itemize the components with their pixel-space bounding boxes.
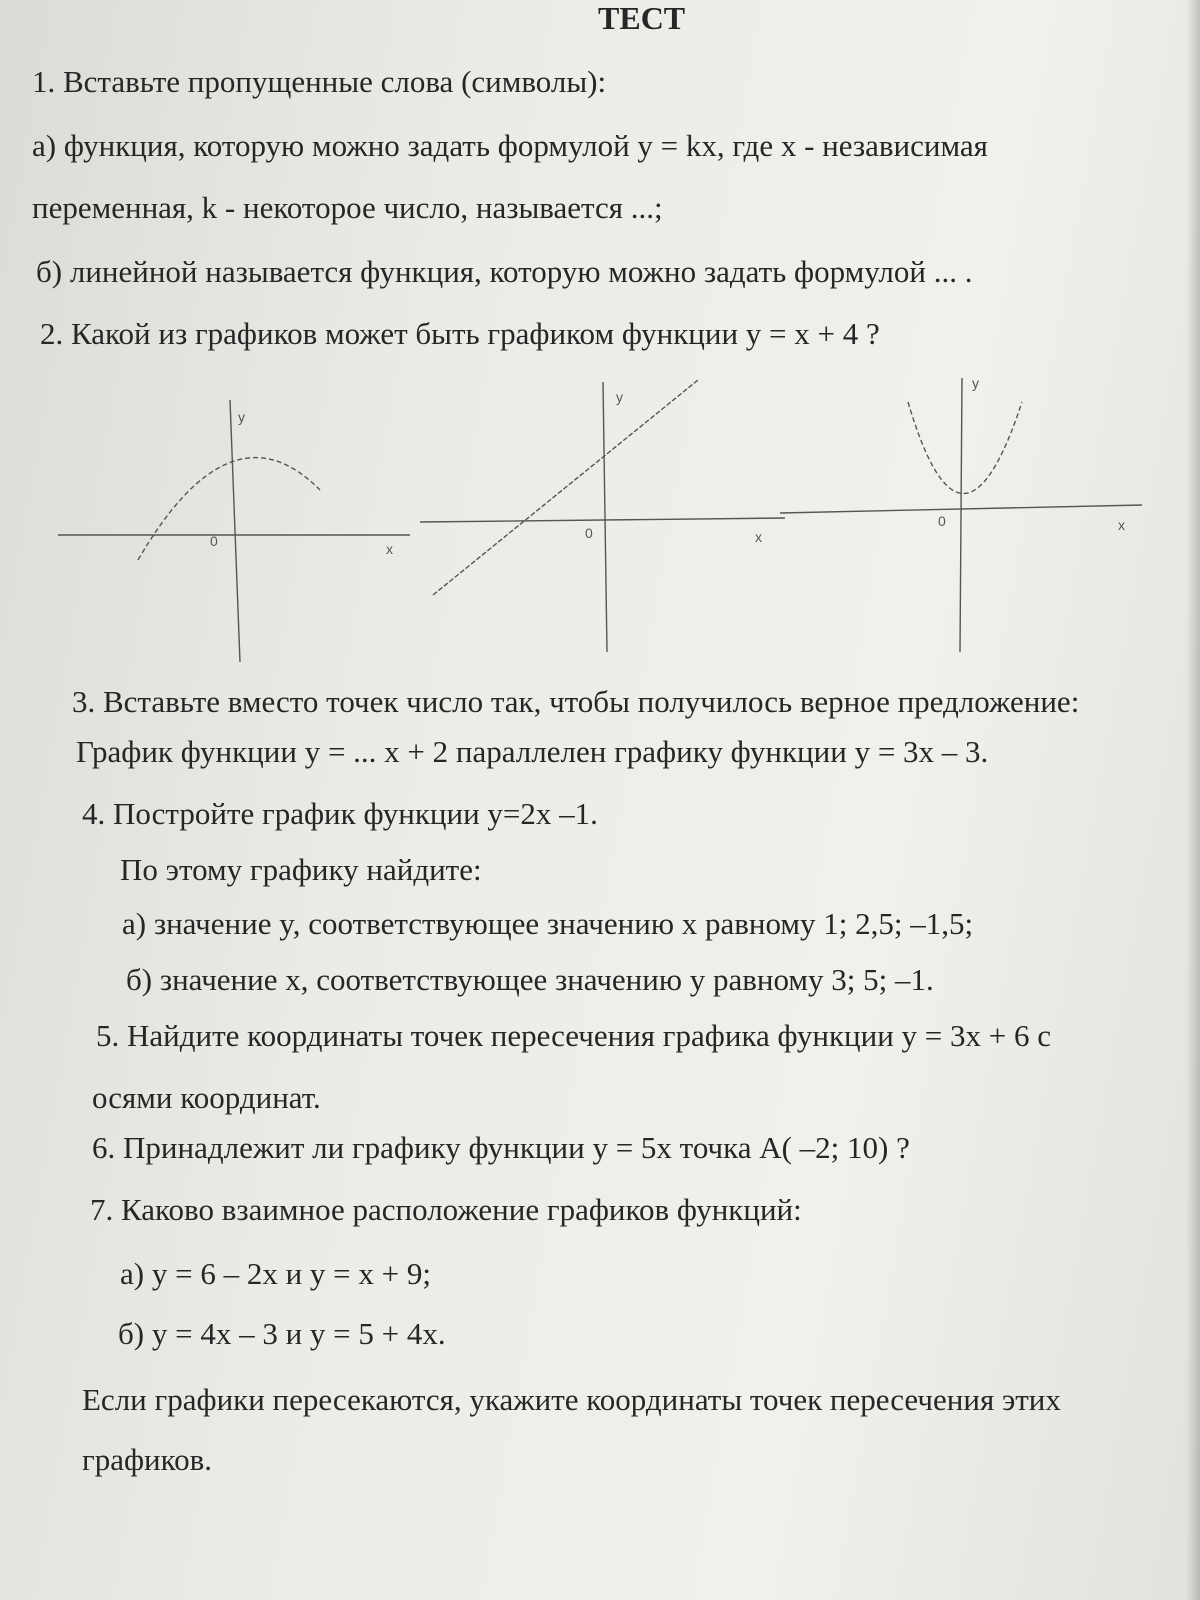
graph-1-origin-label: 0 [210, 533, 218, 549]
question-6: 6. Принадлежит ли графику функции y = 5x точка A( –2; 10) ? [92, 1130, 910, 1165]
question-1-a-cont: переменная, k - некоторое число, называется ...; [32, 190, 663, 225]
question-4: 4. Постройте график функции y=2x –1. [82, 796, 598, 831]
graph-2-y-axis [603, 382, 607, 652]
paper-edge-shadow [1186, 0, 1200, 1600]
question-4-a: а) значение y, соответствующее значению x равному 1; 2,5; –1,5; [122, 906, 974, 941]
graph-1-curve [138, 458, 320, 560]
question-7-a: а) y = 6 – 2x и y = x + 9; [120, 1256, 431, 1291]
graph-3-x-label: x [1118, 517, 1125, 533]
graph-2 [420, 380, 785, 652]
question-2-graphs [50, 370, 1170, 670]
question-3: 3. Вставьте вместо точек число так, чтобы получилось верное предложение: [72, 684, 1080, 719]
graph-1-x-label: x [386, 541, 393, 557]
question-4-b: б) значение x, соответствующее значению y равному 3; 5; –1. [126, 962, 934, 997]
question-1: 1. Вставьте пропущенные слова (символы): [32, 64, 607, 99]
question-1-b: б) линейной называется функция, которую можно задать формулой ... . [36, 254, 973, 289]
question-7-note: Если графики пересекаются, укажите координаты точек пересечения этих [82, 1382, 1061, 1417]
question-7-note-cont: графиков. [82, 1442, 213, 1477]
graph-1-y-label: y [238, 409, 245, 425]
graph-3-curve [908, 402, 1022, 494]
graph-3 [780, 378, 1142, 652]
graph-2-y-label: y [616, 389, 623, 405]
page-title: ТЕСТ [598, 0, 686, 36]
graph-3-y-axis [960, 378, 962, 652]
question-7: 7. Каково взаимное расположение графиков функций: [90, 1192, 802, 1227]
graph-2-x-axis [420, 518, 785, 522]
graph-2-line [433, 380, 698, 595]
graph-1 [58, 400, 410, 662]
question-4-intro: По этому графику найдите: [120, 852, 482, 887]
question-7-b: б) y = 4x – 3 и y = 5 + 4x. [118, 1316, 446, 1351]
question-1-a: а) функция, которую можно задать формулой y = kx, где x - независимая [32, 128, 988, 163]
graph-3-y-label: y [972, 375, 979, 391]
question-3-cont: График функции y = ... x + 2 параллелен графику функции y = 3x – 3. [76, 734, 989, 769]
question-5-cont: осями координат. [92, 1080, 321, 1115]
graph-2-x-label: x [755, 529, 762, 545]
graph-3-origin-label: 0 [938, 513, 946, 529]
question-2: 2. Какой из графиков может быть графиком функции y = x + 4 ? [40, 316, 880, 351]
graph-2-origin-label: 0 [585, 525, 593, 541]
graph-1-y-axis [230, 400, 240, 662]
question-5: 5. Найдите координаты точек пересечения графика функции y = 3x + 6 с [96, 1018, 1052, 1053]
